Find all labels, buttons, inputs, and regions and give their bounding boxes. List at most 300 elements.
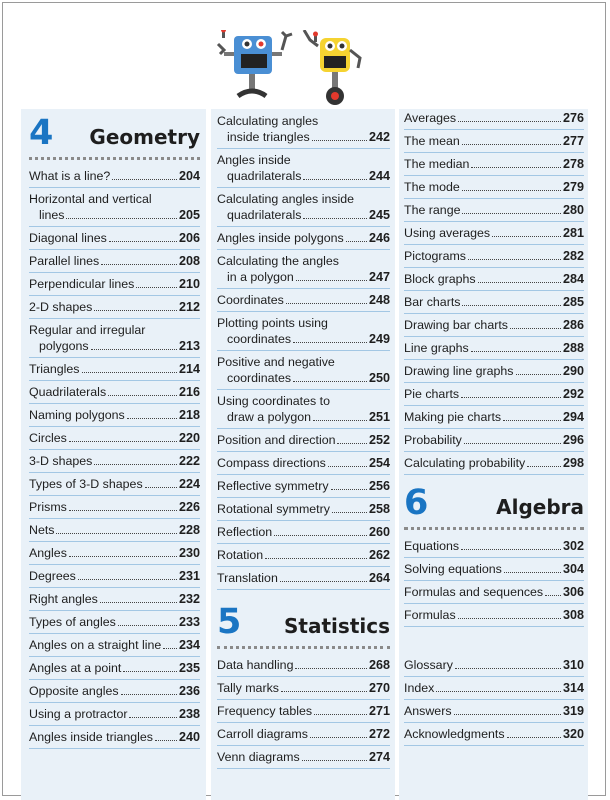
toc-entry[interactable] bbox=[29, 253, 200, 273]
toc-page-number: 281 bbox=[562, 226, 584, 240]
toc-entry-title-continued: draw a polygon bbox=[227, 410, 312, 424]
toc-entry-title: Angles on a straight line bbox=[29, 638, 162, 652]
toc-page-number: 216 bbox=[178, 385, 200, 399]
toc-page-number: 247 bbox=[368, 270, 390, 284]
toc-entry[interactable] bbox=[217, 547, 390, 567]
dot-leader bbox=[527, 466, 561, 467]
section-header-geometry bbox=[29, 115, 200, 160]
dot-leader bbox=[464, 443, 561, 444]
toc-page-number: 210 bbox=[178, 277, 200, 291]
dot-leader bbox=[129, 717, 177, 718]
dot-leader bbox=[436, 691, 561, 692]
dot-leader bbox=[286, 303, 367, 304]
toc-page-number: 254 bbox=[368, 456, 390, 470]
toc-entry[interactable] bbox=[217, 749, 390, 769]
dot-leader bbox=[295, 668, 367, 669]
toc-entry[interactable] bbox=[404, 455, 584, 475]
dot-leader bbox=[121, 694, 177, 695]
dot-leader bbox=[510, 328, 561, 329]
toc-entry[interactable] bbox=[404, 110, 584, 130]
section-header-algebra bbox=[404, 485, 584, 530]
toc-entry[interactable] bbox=[217, 292, 390, 312]
toc-entry[interactable] bbox=[29, 706, 200, 726]
dot-leader bbox=[507, 737, 561, 738]
toc-entry-title: Calculating angles inside bbox=[217, 192, 355, 206]
dot-leader bbox=[56, 533, 177, 534]
toc-entry-title: Formulas bbox=[404, 608, 456, 622]
dot-leader bbox=[274, 535, 367, 536]
toc-entry[interactable] bbox=[217, 680, 390, 700]
toc-list-geometry-continued bbox=[217, 113, 390, 590]
toc-entry-title: Horizontal and vertical bbox=[29, 192, 152, 206]
dot-leader bbox=[155, 740, 177, 741]
dot-leader bbox=[492, 236, 561, 237]
dot-leader bbox=[303, 179, 367, 180]
toc-page-number: 279 bbox=[562, 180, 584, 194]
toc-page-number: 294 bbox=[562, 410, 584, 424]
toc-entry-title: Naming polygons bbox=[29, 408, 125, 422]
dot-leader bbox=[112, 179, 177, 180]
dot-leader bbox=[331, 489, 367, 490]
toc-entry-title: Index bbox=[404, 681, 435, 695]
dot-leader bbox=[455, 668, 561, 669]
toc-entry[interactable] bbox=[404, 156, 584, 176]
toc-entry[interactable] bbox=[404, 680, 584, 700]
toc-page-number: 234 bbox=[178, 638, 200, 652]
toc-page-number: 232 bbox=[178, 592, 200, 606]
toc-entry[interactable] bbox=[29, 361, 200, 381]
toc-entry-title-continued: quadrilaterals bbox=[227, 169, 302, 183]
toc-entry-title: Quadrilaterals bbox=[29, 385, 107, 399]
toc-entry-title: Nets bbox=[29, 523, 55, 537]
toc-entry[interactable] bbox=[29, 637, 200, 657]
dot-leader bbox=[313, 420, 367, 421]
toc-page-number: 319 bbox=[562, 704, 584, 718]
toc-entry-title-continued: coordinates bbox=[227, 332, 292, 346]
toc-entry-title: Making pie charts bbox=[404, 410, 502, 424]
toc-page-number: 226 bbox=[178, 500, 200, 514]
toc-list-geometry bbox=[29, 168, 200, 749]
toc-page-number: 222 bbox=[178, 454, 200, 468]
toc-page-number: 282 bbox=[562, 249, 584, 263]
toc-entry[interactable] bbox=[404, 133, 584, 153]
toc-entry-title: Calculating probability bbox=[404, 456, 526, 470]
toc-list-statistics-continued bbox=[404, 110, 584, 475]
dot-leader bbox=[91, 349, 177, 350]
toc-page-number: 278 bbox=[562, 157, 584, 171]
dot-leader bbox=[504, 572, 561, 573]
toc-page-number: 248 bbox=[368, 293, 390, 307]
toc-page-number: 280 bbox=[562, 203, 584, 217]
toc-entry[interactable] bbox=[29, 545, 200, 565]
toc-page-number: 274 bbox=[368, 750, 390, 764]
toc-entry[interactable] bbox=[29, 591, 200, 611]
toc-entry-title-continued: lines bbox=[39, 208, 65, 222]
toc-entry[interactable] bbox=[29, 322, 200, 358]
dot-leader bbox=[478, 282, 561, 283]
toc-entry-title: Types of angles bbox=[29, 615, 116, 629]
dot-leader bbox=[281, 691, 367, 692]
toc-page-number: 288 bbox=[562, 341, 584, 355]
toc-page-number: 268 bbox=[368, 658, 390, 672]
toc-entry[interactable] bbox=[404, 202, 584, 222]
toc-entry-title: The range bbox=[404, 203, 461, 217]
toc-entry[interactable] bbox=[217, 315, 390, 351]
toc-entry[interactable] bbox=[29, 453, 200, 473]
toc-entry[interactable] bbox=[404, 538, 584, 558]
dot-leader bbox=[461, 549, 561, 550]
toc-entry-title: Glossary bbox=[404, 658, 453, 672]
toc-entry[interactable] bbox=[217, 657, 390, 677]
toc-page-number: 218 bbox=[178, 408, 200, 422]
dot-leader bbox=[468, 259, 561, 260]
toc-page-number: 320 bbox=[562, 727, 584, 741]
toc-entry-title: Right angles bbox=[29, 592, 98, 606]
dot-leader bbox=[346, 241, 367, 242]
toc-entry[interactable] bbox=[29, 299, 200, 319]
toc-entry-title: Drawing bar charts bbox=[404, 318, 508, 332]
toc-column-3 bbox=[399, 109, 588, 800]
toc-page-number: 233 bbox=[178, 615, 200, 629]
toc-entry-title: Carroll diagrams bbox=[217, 727, 308, 741]
toc-page-number: 314 bbox=[562, 681, 584, 695]
toc-page-number: 213 bbox=[178, 339, 200, 353]
toc-page-number: 284 bbox=[562, 272, 584, 286]
toc-page-number: 296 bbox=[562, 433, 584, 447]
toc-entry[interactable] bbox=[404, 294, 584, 314]
dot-leader bbox=[293, 342, 367, 343]
toc-entry[interactable] bbox=[29, 683, 200, 703]
toc-entry-title: Angles bbox=[29, 546, 67, 560]
toc-entry-title-continued: inside triangles bbox=[227, 130, 310, 144]
dot-leader bbox=[471, 351, 561, 352]
toc-entry-title: Bar charts bbox=[404, 295, 461, 309]
toc-page-number: 286 bbox=[562, 318, 584, 332]
yellow-robot-icon bbox=[304, 30, 360, 105]
toc-entry[interactable] bbox=[404, 607, 584, 627]
dot-leader bbox=[293, 381, 367, 382]
toc-entry[interactable] bbox=[29, 499, 200, 519]
dot-leader bbox=[127, 418, 177, 419]
toc-entry[interactable] bbox=[404, 703, 584, 723]
toc-entry[interactable] bbox=[404, 248, 584, 268]
toc-entry[interactable] bbox=[404, 317, 584, 337]
toc-entry[interactable] bbox=[217, 253, 390, 289]
toc-entry[interactable] bbox=[404, 561, 584, 581]
toc-entry-title: Rotational symmetry bbox=[217, 502, 330, 516]
toc-page-number: 214 bbox=[178, 362, 200, 376]
dot-leader bbox=[108, 395, 177, 396]
dot-leader bbox=[69, 441, 177, 442]
section-number: 6 bbox=[404, 483, 429, 523]
toc-column-1 bbox=[21, 109, 206, 800]
dot-leader bbox=[462, 213, 561, 214]
dot-leader bbox=[69, 510, 177, 511]
toc-page-number: 292 bbox=[562, 387, 584, 401]
toc-entry-title-continued: coordinates bbox=[227, 371, 292, 385]
dot-leader bbox=[94, 464, 177, 465]
dot-leader bbox=[471, 167, 561, 168]
toc-entry-title: 3-D shapes bbox=[29, 454, 93, 468]
toc-entry-title: Angles inside polygons bbox=[217, 231, 344, 245]
dot-leader bbox=[328, 466, 367, 467]
toc-entry-title: Using averages bbox=[404, 226, 491, 240]
toc-page-number: 212 bbox=[178, 300, 200, 314]
toc-entry-title: Prisms bbox=[29, 500, 67, 514]
dot-leader bbox=[163, 648, 177, 649]
toc-entry-title: Acknowledgments bbox=[404, 727, 505, 741]
toc-page-number: 204 bbox=[178, 169, 200, 183]
toc-page-number: 262 bbox=[368, 548, 390, 562]
toc-entry-title: Venn diagrams bbox=[217, 750, 300, 764]
dot-leader bbox=[503, 420, 561, 421]
toc-entry-title: Translation bbox=[217, 571, 278, 585]
toc-list-algebra bbox=[404, 538, 584, 627]
toc-entry[interactable] bbox=[404, 271, 584, 291]
toc-entry-title: Rotation bbox=[217, 548, 264, 562]
toc-entry[interactable] bbox=[29, 168, 200, 188]
toc-entry-title: Using a protractor bbox=[29, 707, 128, 721]
section-title: Geometry bbox=[89, 125, 200, 149]
toc-entry-title: Averages bbox=[404, 111, 457, 125]
toc-entry[interactable] bbox=[29, 276, 200, 296]
toc-entry-title: Diagonal lines bbox=[29, 231, 107, 245]
dot-leader bbox=[332, 512, 367, 513]
toc-page-number: 258 bbox=[368, 502, 390, 516]
toc-entry[interactable] bbox=[404, 432, 584, 452]
toc-entry-title: Pictograms bbox=[404, 249, 466, 263]
dot-leader bbox=[145, 487, 177, 488]
toc-page-number: 244 bbox=[368, 169, 390, 183]
toc-page-number: 208 bbox=[178, 254, 200, 268]
toc-entry[interactable] bbox=[404, 179, 584, 199]
toc-page-number: 256 bbox=[368, 479, 390, 493]
toc-entry[interactable] bbox=[404, 657, 584, 677]
blue-robot-icon bbox=[218, 30, 292, 96]
dot-leader bbox=[462, 190, 561, 191]
toc-page-number: 206 bbox=[178, 231, 200, 245]
toc-entry-title: Reflective symmetry bbox=[217, 479, 329, 493]
toc-entry-title: Angles at a point bbox=[29, 661, 122, 675]
toc-page-number: 290 bbox=[562, 364, 584, 378]
toc-page-number: 205 bbox=[178, 208, 200, 222]
section-title: Algebra bbox=[496, 495, 584, 519]
toc-entry[interactable] bbox=[404, 225, 584, 245]
toc-entry[interactable] bbox=[217, 501, 390, 521]
toc-entry[interactable] bbox=[217, 152, 390, 188]
dot-leader bbox=[100, 602, 177, 603]
dot-leader bbox=[109, 241, 177, 242]
toc-page-number: 230 bbox=[178, 546, 200, 560]
dot-leader bbox=[462, 305, 561, 306]
toc-entry-title: Equations bbox=[404, 539, 460, 553]
toc-entry-title: Line graphs bbox=[404, 341, 469, 355]
toc-page-number: 250 bbox=[368, 371, 390, 385]
toc-entry-title: Angles inside triangles bbox=[29, 730, 153, 744]
toc-entry-title: The mode bbox=[404, 180, 460, 194]
dot-leader bbox=[66, 218, 177, 219]
toc-column-2 bbox=[211, 109, 395, 800]
toc-entry[interactable] bbox=[217, 455, 390, 475]
toc-page-number: 264 bbox=[368, 571, 390, 585]
toc-entry[interactable] bbox=[217, 191, 390, 227]
toc-entry[interactable] bbox=[404, 409, 584, 429]
toc-entry-title: Drawing line graphs bbox=[404, 364, 514, 378]
dot-leader bbox=[101, 264, 177, 265]
dot-leader bbox=[461, 397, 561, 398]
toc-entry-title: Using coordinates to bbox=[217, 394, 330, 408]
toc-entry[interactable] bbox=[29, 407, 200, 427]
toc-entry[interactable] bbox=[217, 524, 390, 544]
dot-leader bbox=[302, 760, 367, 761]
dot-leader bbox=[312, 140, 367, 141]
toc-page-number: 251 bbox=[368, 410, 390, 424]
toc-entry-title: Calculating angles bbox=[217, 114, 319, 128]
toc-entry-title: Pie charts bbox=[404, 387, 460, 401]
toc-entry-title: Regular and irregular bbox=[29, 323, 146, 337]
toc-entry[interactable] bbox=[217, 230, 390, 250]
section-number: 5 bbox=[217, 602, 242, 642]
toc-list-statistics bbox=[217, 657, 390, 769]
toc-list-backmatter bbox=[404, 657, 584, 746]
dot-leader bbox=[303, 218, 367, 219]
toc-entry-title: Answers bbox=[404, 704, 452, 718]
robots-illustration bbox=[214, 30, 394, 110]
toc-page-number: 242 bbox=[368, 130, 390, 144]
toc-entry-title: Opposite angles bbox=[29, 684, 119, 698]
section-header-statistics bbox=[217, 604, 390, 649]
toc-entry[interactable] bbox=[217, 726, 390, 746]
toc-entry-title: The median bbox=[404, 157, 470, 171]
toc-page-number: 310 bbox=[562, 658, 584, 672]
toc-entry-title-continued: in a polygon bbox=[227, 270, 294, 284]
toc-entry-title: Block graphs bbox=[404, 272, 476, 286]
toc-entry[interactable] bbox=[404, 386, 584, 406]
toc-page-number: 235 bbox=[178, 661, 200, 675]
toc-entry-title: Coordinates bbox=[217, 293, 284, 307]
dot-leader bbox=[454, 714, 561, 715]
section-number: 4 bbox=[29, 113, 54, 153]
toc-page-number: 238 bbox=[178, 707, 200, 721]
toc-page-number: 252 bbox=[368, 433, 390, 447]
toc-entry[interactable] bbox=[217, 113, 390, 149]
toc-entry[interactable] bbox=[29, 384, 200, 404]
toc-page-number: 240 bbox=[178, 730, 200, 744]
dot-leader bbox=[280, 581, 367, 582]
toc-entry[interactable] bbox=[29, 660, 200, 680]
toc-entry-title: Degrees bbox=[29, 569, 76, 583]
dot-leader bbox=[82, 372, 177, 373]
toc-entry[interactable] bbox=[217, 354, 390, 390]
toc-entry-title: Probability bbox=[404, 433, 462, 447]
toc-page-number: 270 bbox=[368, 681, 390, 695]
toc-entry-title: 2-D shapes bbox=[29, 300, 93, 314]
dot-leader bbox=[296, 280, 367, 281]
dot-leader bbox=[123, 671, 177, 672]
dot-leader bbox=[310, 737, 367, 738]
toc-page-number: 304 bbox=[562, 562, 584, 576]
toc-entry[interactable] bbox=[29, 430, 200, 450]
toc-entry-title: Positive and negative bbox=[217, 355, 335, 369]
dot-leader bbox=[516, 374, 561, 375]
toc-entry-title: The mean bbox=[404, 134, 460, 148]
dot-leader bbox=[458, 618, 561, 619]
toc-entry-title: Angles inside bbox=[217, 153, 291, 167]
toc-page-number: 271 bbox=[368, 704, 390, 718]
toc-entry-title: Plotting points using bbox=[217, 316, 328, 330]
toc-page-number: 306 bbox=[562, 585, 584, 599]
dot-leader bbox=[136, 287, 177, 288]
toc-entry[interactable] bbox=[404, 584, 584, 604]
toc-entry-title: Triangles bbox=[29, 362, 80, 376]
dot-leader bbox=[337, 443, 367, 444]
dot-leader bbox=[462, 144, 561, 145]
toc-entry-title: Compass directions bbox=[217, 456, 326, 470]
toc-entry-title: Tally marks bbox=[217, 681, 279, 695]
toc-entry-title: Perpendicular lines bbox=[29, 277, 135, 291]
toc-page-number: 236 bbox=[178, 684, 200, 698]
toc-entry-title-continued: quadrilaterals bbox=[227, 208, 302, 222]
toc-entry-title: What is a line? bbox=[29, 169, 111, 183]
toc-entry[interactable] bbox=[217, 570, 390, 590]
toc-entry-title: Types of 3-D shapes bbox=[29, 477, 143, 491]
toc-entry[interactable] bbox=[29, 614, 200, 634]
dot-leader bbox=[458, 121, 561, 122]
toc-page-number: 224 bbox=[178, 477, 200, 491]
toc-entry[interactable] bbox=[29, 476, 200, 496]
toc-entry[interactable] bbox=[404, 363, 584, 383]
dot-leader bbox=[69, 556, 177, 557]
section-title: Statistics bbox=[284, 614, 390, 638]
toc-entry-title: Position and direction bbox=[217, 433, 336, 447]
toc-entry-title-continued: polygons bbox=[39, 339, 89, 353]
toc-page-number: 220 bbox=[178, 431, 200, 445]
toc-entry[interactable] bbox=[404, 726, 584, 746]
toc-entry[interactable] bbox=[29, 230, 200, 250]
toc-entry[interactable] bbox=[217, 703, 390, 723]
dot-leader bbox=[78, 579, 177, 580]
dot-leader bbox=[265, 558, 367, 559]
dot-leader bbox=[545, 595, 561, 596]
toc-entry[interactable] bbox=[29, 191, 200, 227]
toc-entry[interactable] bbox=[217, 393, 390, 429]
toc-entry-title: Data handling bbox=[217, 658, 294, 672]
toc-page-number: 276 bbox=[562, 111, 584, 125]
toc-entry[interactable] bbox=[29, 568, 200, 588]
toc-entry[interactable] bbox=[29, 729, 200, 749]
toc-page-number: 277 bbox=[562, 134, 584, 148]
toc-entry[interactable] bbox=[217, 478, 390, 498]
toc-entry-title: Frequency tables bbox=[217, 704, 313, 718]
dot-leader bbox=[94, 310, 177, 311]
toc-entry[interactable] bbox=[217, 432, 390, 452]
toc-entry[interactable] bbox=[404, 340, 584, 360]
toc-entry-title: Parallel lines bbox=[29, 254, 100, 268]
toc-entry-title: Reflection bbox=[217, 525, 273, 539]
toc-page-number: 231 bbox=[178, 569, 200, 583]
toc-entry-title: Circles bbox=[29, 431, 67, 445]
toc-page-number: 308 bbox=[562, 608, 584, 622]
toc-page-number: 272 bbox=[368, 727, 390, 741]
toc-page-number: 249 bbox=[368, 332, 390, 346]
toc-entry-title: Calculating the angles bbox=[217, 254, 339, 268]
toc-entry-title: Formulas and sequences bbox=[404, 585, 544, 599]
toc-entry[interactable] bbox=[29, 522, 200, 542]
toc-page-number: 228 bbox=[178, 523, 200, 537]
toc-page-number: 298 bbox=[562, 456, 584, 470]
toc-page-number: 285 bbox=[562, 295, 584, 309]
toc-entry-title: Solving equations bbox=[404, 562, 502, 576]
